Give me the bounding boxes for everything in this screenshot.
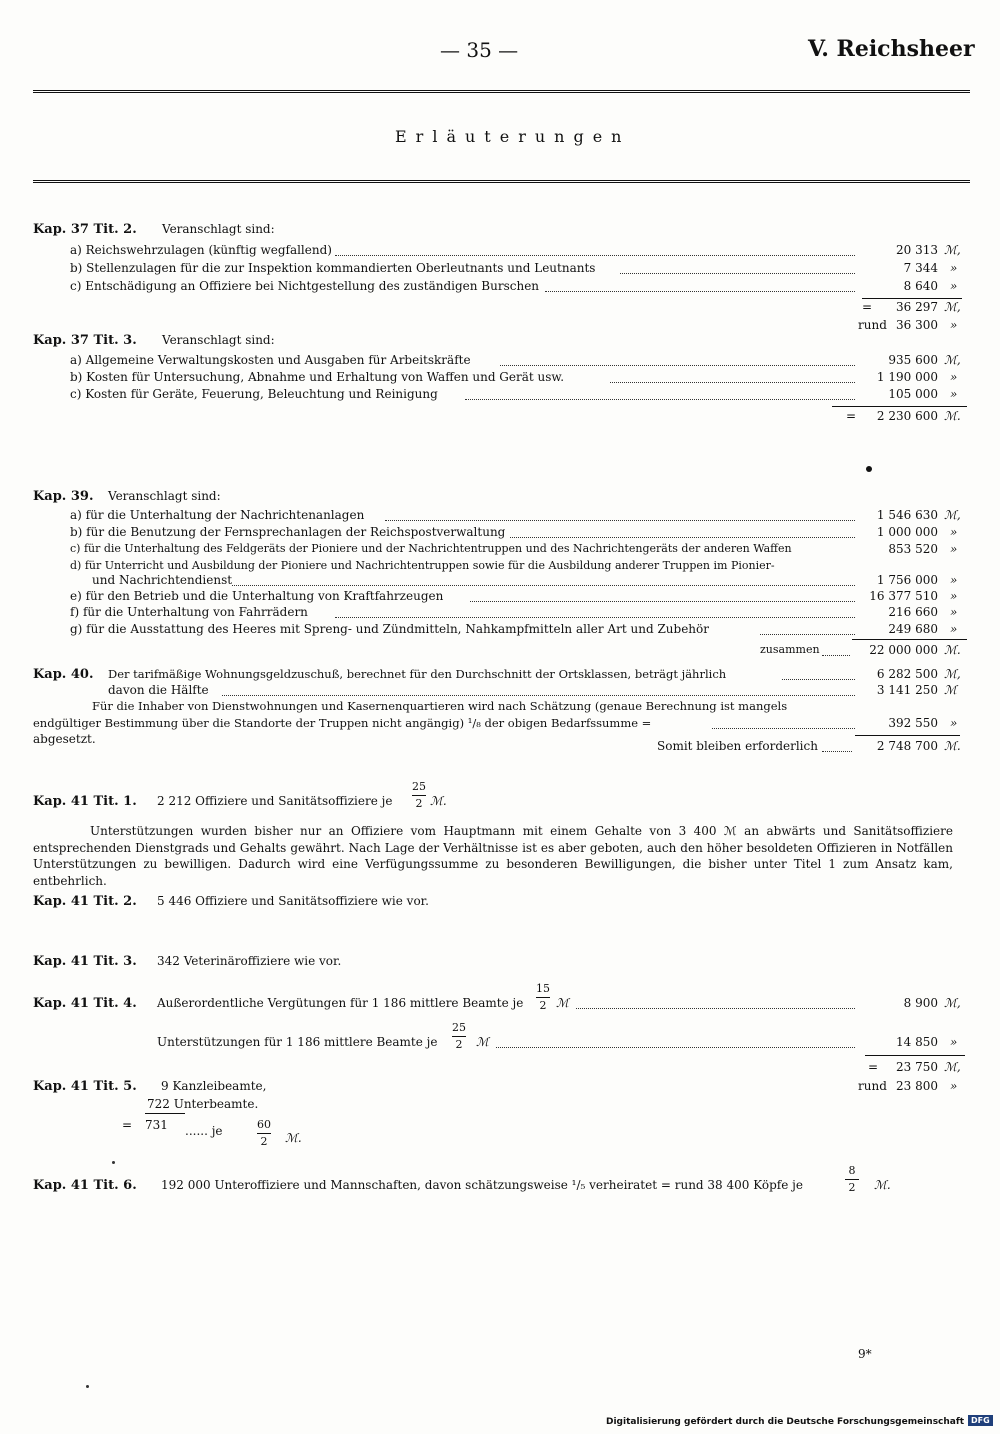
line-item-text: b) Stellenzulagen für die zur Inspektion kommandierten Oberleutnants und Leutnants [70, 261, 596, 275]
section-total: 2 748 700 [876, 739, 938, 753]
section-text: Somit bleiben erforderlich [657, 739, 818, 753]
sum-sign: = [868, 1060, 879, 1074]
section-total: 22 000 000 [869, 643, 938, 657]
line-item-amount: 8 900 [903, 996, 938, 1010]
sum-rule [852, 639, 967, 640]
currency-unit: ℳ, [944, 996, 961, 1010]
sum-rule [862, 298, 962, 299]
leader-dots [610, 382, 855, 383]
section-text: davon die Hälfte [108, 683, 209, 697]
total-label: zusammen [760, 643, 820, 656]
section-label: Kap. 41 Tit. 1. [33, 794, 137, 809]
currency-unit: ℳ. [944, 643, 961, 657]
section-intro: Veranschlagt sind: [162, 222, 275, 236]
round-label: rund [858, 1079, 887, 1093]
section-intro: Veranschlagt sind: [162, 333, 275, 347]
round-total: 23 800 [896, 1079, 938, 1093]
line-item-amount: 1 756 000 [876, 573, 938, 587]
section-text: ...... je [185, 1124, 223, 1138]
sum-value: 731 [145, 1118, 168, 1132]
section-intro: Veranschlagt sind: [108, 489, 221, 503]
section-text: 2 212 Offiziere und Sanitätsoffiziere je [157, 794, 393, 808]
fraction [536, 982, 550, 1013]
section-label: Kap. 39. [33, 489, 94, 504]
line-item-text: b) Kosten für Untersuchung, Abnahme und Erhaltung von Waffen und Gerät usw. [70, 370, 565, 384]
ink-speck [112, 1161, 115, 1164]
fraction-numerator: 60 [257, 1118, 271, 1131]
currency-unit: » [950, 279, 958, 293]
fraction [412, 780, 426, 811]
currency-unit: » [950, 370, 958, 384]
line-item-text: a) für die Unterhaltung der Nachrichtenanlagen [70, 508, 365, 522]
line-item-text: f) für die Unterhaltung von Fahrrädern [70, 605, 308, 619]
leader-dots [576, 1008, 855, 1009]
line-item-amount: 20 313 [896, 243, 938, 257]
line-item-amount: 7 344 [903, 261, 938, 275]
section-total: 36 297 [896, 300, 938, 314]
page-number: — 35 — [440, 38, 519, 62]
currency-unit: » [950, 387, 958, 401]
section-label: Kap. 37 Tit. 3. [33, 333, 137, 348]
fraction-numerator: 25 [452, 1021, 466, 1034]
line-item-text: c) für die Unterhaltung des Feldgeräts der Pioniere und der Nachrichtentruppen und des Nachrichtengeräts der anderen Waffen [70, 542, 792, 555]
section-text: Für die Inhaber von Dienstwohnungen und Kasernenquartieren wird nach Schätzung (genaue Berechnung ist mangels [92, 699, 788, 713]
fraction-numerator: 15 [536, 982, 550, 995]
currency-unit: ℳ, [944, 300, 961, 314]
line-item-amount: 105 000 [888, 387, 938, 401]
leader-dots [620, 273, 855, 274]
fraction-bar [845, 1179, 859, 1180]
fraction-numerator: 25 [412, 780, 426, 793]
section-total: 2 230 600 [876, 409, 938, 423]
round-label: rund [858, 318, 887, 332]
leader-dots [465, 399, 855, 400]
line-item-amount: 392 550 [888, 716, 938, 730]
currency-unit: ℳ. [285, 1131, 302, 1145]
fraction-denominator: 2 [848, 1181, 856, 1194]
currency-unit: ℳ, [944, 243, 961, 257]
currency-unit: » [950, 525, 958, 539]
section-text: 5 446 Offiziere und Sanitätsoffiziere wie vor. [157, 894, 429, 908]
leader-dots [545, 291, 855, 292]
line-item-text: e) für den Betrieb und die Unterhaltung von Kraftfahrzeugen [70, 589, 444, 603]
section-text: Außerordentliche Vergütungen für 1 186 mittlere Beamte je [157, 996, 524, 1010]
currency-unit: » [950, 573, 958, 587]
fraction-denominator: 2 [415, 797, 423, 810]
currency-unit: » [950, 1035, 958, 1049]
fraction-numerator: 8 [848, 1164, 856, 1177]
line-item-amount: 1 000 000 [876, 525, 938, 539]
title-rule [33, 180, 970, 183]
section-text: 342 Veterinäroffiziere wie vor. [157, 954, 342, 968]
leader-dots [496, 1047, 855, 1048]
section-text: 9 Kanzleibeamte, [161, 1079, 267, 1093]
currency-unit: ℳ [556, 996, 569, 1010]
currency-unit: ℳ. [944, 739, 961, 753]
leader-dots [510, 537, 855, 538]
section-text: 722 Unterbeamte. [147, 1097, 259, 1111]
fraction-bar [452, 1036, 466, 1037]
line-item-text: g) für die Ausstattung des Heeres mit Spreng- und Zündmitteln, Nahkampfmitteln aller Art und Zubehör [70, 622, 709, 636]
line-item-amount: 8 640 [903, 279, 938, 293]
section-label: Kap. 41 Tit. 5. [33, 1079, 137, 1094]
section-total: 23 750 [896, 1060, 938, 1074]
section-text: Der tarifmäßige Wohnungsgeldzuschuß, berechnet für den Durchschnitt der Ortsklassen, beträgt jährlich [108, 667, 727, 681]
fraction-bar [257, 1133, 271, 1134]
page-mark: 9* [858, 1347, 872, 1361]
line-item-amount: 14 850 [896, 1035, 938, 1049]
line-item-amount: 216 660 [888, 605, 938, 619]
sum-rule [865, 1055, 965, 1056]
line-item-amount: 6 282 500 [876, 667, 938, 681]
section-label: Kap. 41 Tit. 4. [33, 996, 137, 1011]
section-label: Kap. 41 Tit. 6. [33, 1178, 137, 1193]
currency-unit: » [950, 542, 958, 556]
digitization-credit: Digitalisierung gefördert durch die Deutsche Forschungsgemeinschaft [606, 1417, 965, 1427]
currency-unit: » [950, 716, 958, 730]
currency-unit: ℳ [476, 1035, 489, 1049]
line-item-text: c) Entschädigung an Offiziere bei Nichtgestellung des zuständigen Burschen [70, 279, 540, 293]
line-item-amount: 3 141 250 [876, 683, 938, 697]
line-item-amount: 16 377 510 [869, 589, 938, 603]
dfg-logo: DFG [968, 1415, 993, 1426]
round-total: 36 300 [896, 318, 938, 332]
fraction [845, 1164, 859, 1195]
line-item-text: a) Reichswehrzulagen (künftig wegfallend) [70, 243, 332, 257]
sum-rule [832, 406, 967, 407]
line-item-text: c) Kosten für Geräte, Feuerung, Beleuchtung und Reinigung [70, 387, 438, 401]
section-title: V. Reichsheer [808, 36, 975, 62]
currency-unit: ℳ. [944, 409, 961, 423]
sum-sign: = [122, 1118, 133, 1132]
explanation-paragraph: Unterstützungen wurden bisher nur an Offiziere vom Hauptmann mit einem Gehalte von 3 400 ℳ an abwärts und Sanitätsoffiziere entsprechenden Dienstgrads und Gehalts gewährt. Nach Lage der Verhältnisse ist es aber geboten, auch den höher besoldeten Offizieren in Notfällen Unterstützungen zu bewilligen. Dadurch wird eine Verfügungssumme zu besonderen Bewilligungen, die bisher unter Titel 1 zum Ansatz kam, entbehrlich. [33, 824, 953, 888]
currency-unit: ℳ, [944, 353, 961, 367]
header-rule [33, 90, 970, 93]
line-item-text: a) Allgemeine Verwaltungskosten und Ausgaben für Arbeitskräfte [70, 353, 471, 367]
currency-unit: ℳ. [430, 794, 447, 808]
fraction-denominator: 2 [455, 1038, 463, 1051]
line-item-amount: 1 546 630 [876, 508, 938, 522]
line-item-text: d) für Unterricht und Ausbildung der Pioniere und Nachrichtentruppen sowie für die Ausbildung anderer Truppen im Pionier- [70, 559, 775, 572]
section-label: Kap. 41 Tit. 3. [33, 954, 137, 969]
fraction-denominator: 2 [539, 999, 547, 1012]
line-item-amount: 853 520 [888, 542, 938, 556]
fraction-bar [536, 997, 550, 998]
section-label: Kap. 41 Tit. 2. [33, 894, 137, 909]
currency-unit: » [950, 605, 958, 619]
currency-unit: » [950, 1079, 958, 1093]
line-item-amount: 935 600 [888, 353, 938, 367]
section-text: endgültiger Bestimmung über die Standorte der Truppen nicht angängig) ¹/₈ der obigen Bedarfssumme = [33, 716, 652, 730]
sum-sign: = [862, 300, 873, 314]
ink-speck [86, 1385, 89, 1388]
currency-unit: » [950, 261, 958, 275]
leader-dots [232, 585, 855, 586]
leader-dots [222, 695, 855, 696]
line-item-text: und Nachrichtendienst [92, 573, 233, 587]
line-item-amount: 1 190 000 [876, 370, 938, 384]
fraction-denominator: 2 [260, 1135, 268, 1148]
currency-unit: ℳ, [944, 1060, 961, 1074]
section-label: Kap. 37 Tit. 2. [33, 222, 137, 237]
leader-dots [335, 255, 855, 256]
leader-dots [500, 365, 855, 366]
ink-speck [866, 466, 872, 472]
line-item-amount: 249 680 [888, 622, 938, 636]
fraction-bar [412, 795, 426, 796]
fraction [452, 1021, 466, 1052]
fraction [257, 1118, 271, 1149]
section-text: 192 000 Unteroffiziere und Mannschaften, davon schätzungsweise ¹/₅ verheiratet = rund 38 400 Köpfe je [161, 1178, 803, 1192]
currency-unit: ℳ [944, 683, 957, 697]
section-text: abgesetzt. [33, 732, 96, 746]
currency-unit: ℳ. [874, 1178, 891, 1192]
currency-unit: ℳ, [944, 508, 961, 522]
leader-dots [385, 520, 855, 521]
currency-unit: » [950, 318, 958, 332]
page-title: Erläuterungen [395, 127, 631, 146]
leader-dots [470, 601, 855, 602]
section-text: Unterstützungen für 1 186 mittlere Beamte je [157, 1035, 438, 1049]
sum-sign: = [846, 409, 857, 423]
currency-unit: » [950, 622, 958, 636]
leader-dots [335, 617, 855, 618]
sum-rule [855, 735, 960, 736]
section-label: Kap. 40. [33, 667, 94, 682]
currency-unit: » [950, 589, 958, 603]
sum-rule [145, 1113, 185, 1114]
line-item-text: b) für die Benutzung der Fernsprechanlagen der Reichspostverwaltung [70, 525, 506, 539]
currency-unit: ℳ, [944, 667, 961, 681]
